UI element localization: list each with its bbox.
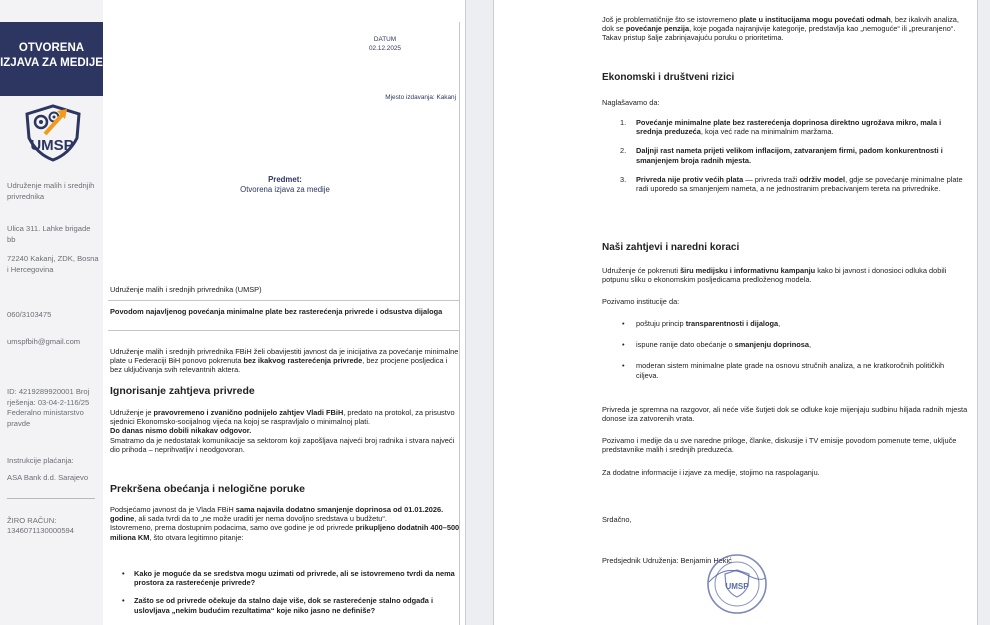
address-city: 72240 Kakanj, ZDK, Bosna i Hercegovina <box>7 254 99 274</box>
subject-label: Predmet: <box>268 175 302 184</box>
official-stamp <box>705 552 769 616</box>
intro-text-end: , bez procjene posljedica i bez uključivanja svih relevantnih aktera. <box>110 356 448 375</box>
sender: Udruženje malih i srednjih privrednika (UMSP) <box>110 285 262 294</box>
divider <box>108 300 460 301</box>
priorities-note: Takav pristup šalje zabrinjavajuću poruku o prioritetima. <box>602 33 784 43</box>
subject-block <box>110 175 460 195</box>
account-label: ŽIRO RAČUN: <box>7 516 57 525</box>
risk-item <box>602 146 968 164</box>
risk-list <box>602 118 968 203</box>
emphasis-lead: Naglašavamo da: <box>602 98 660 107</box>
date-block <box>325 35 445 53</box>
p2-text: , bez ikakvih analiza, dok se <box>602 15 959 34</box>
promises-text-end: , ali sada tvrdi da to „ne može uraditi jer nema dovoljno sredstava u budžetu“. <box>134 514 387 524</box>
intro-bold: bez ikakvog rasterećenja privrede <box>243 356 363 366</box>
demand-text: , <box>808 340 812 350</box>
risk-number: 1. <box>620 118 627 127</box>
ignoring-bold: pravovremeno i zvanično podnijelo zahtjev Vladi FBiH <box>153 408 344 417</box>
risk-bold: Privreda nije protiv većih plata <box>636 174 744 184</box>
demand-text: ispune ranije dato obećanje o <box>636 340 735 350</box>
demand-bold: smanjenju doprinosa <box>734 340 809 350</box>
intro-paragraph <box>110 347 460 375</box>
demand-item: • moderan sistem minimalne plate grade na osnovu stručnih analiza, a ne kratkoročnih političkih ciljeva. <box>602 361 968 379</box>
closing-paragraph-3: Za dodatne informacije i izjave za medije, stojimo na raspolaganju. <box>602 468 820 477</box>
institutions-paragraph <box>602 15 968 43</box>
heading-economic-risks: Ekonomski i društveni rizici <box>602 72 735 83</box>
campaign-paragraph <box>602 266 968 284</box>
risk-text: , koja već rade na minimalnim maržama. <box>700 127 834 137</box>
campaign-text-end: kako bi javnost i donosioci odluka dobili potpunu sliku o ekonomskim posljedicama predloženog modela. <box>602 266 947 285</box>
p2-text: , koje pogađa najranjivije kategorije, predstavlja kao „nemoguće“ ili „preuranjeno“. <box>689 24 956 34</box>
closing-paragraph-1: Privreda je spremna na razgovor, ali neće više šutjeti dok se odluke koje mijenjaju sudbinu hiljada radnih mjesta donose iza zatvorenih vrata. <box>602 405 968 424</box>
question-item: • Kako je moguće da se sredstva mogu uzimati od privrede, ali se istovremeno tvrdi da nema prostora za rasterećenje privrede? <box>110 569 460 587</box>
promises-text: Podsjećamo javnost da je Vlada FBiH <box>110 505 236 514</box>
collected-text-end: , što otvara legitimno pitanje: <box>149 532 244 542</box>
p2-bold: povećanje penzija <box>625 24 690 34</box>
demand-item <box>602 319 968 328</box>
p2-bold: plate u institucijama mogu povećati odmah <box>739 15 891 24</box>
promises-paragraph <box>110 505 460 542</box>
demand-text: poštuju princip <box>636 319 686 328</box>
signature-line: Predsjednik Udruženja: Benjamin Hekić <box>602 556 732 565</box>
question-list <box>110 569 460 624</box>
registration-ids: ID: 4219289920001 Broj rješenja: 03-04-2-116/25 Federalno ministarstvo pravde <box>7 387 90 428</box>
intro-text: Udruženje malih i srednjih privrednika FBiH želi obavijestiti javnost da je inicijativa za povećanje minimalne plate u Federaciji BiH ponovo pokrenuta <box>110 347 459 366</box>
collected-bold: prikupljeno dodatnih 400–500 miliona KM <box>110 523 460 542</box>
document-page-2 <box>493 0 978 625</box>
p2-text: Još je problematičnije što se istovremeno <box>602 15 740 24</box>
no-answer: Do danas nismo dobili nikakav odgovor. <box>110 426 252 436</box>
risk-item <box>602 175 968 193</box>
campaign-bold: širu medijsku i informativnu kampanju <box>680 266 816 275</box>
phone: 060/3103475 <box>7 310 52 319</box>
sidebar-divider <box>7 498 95 499</box>
umsp-logo <box>17 100 89 162</box>
demand-bold: transparentnosti i dijaloga <box>685 319 779 328</box>
statement-title: Povodom najavljenog povećanja minimalne plate bez rasterećenja privrede i odsustva dijaloga <box>110 307 443 316</box>
heading-broken-promises: Prekršena obećanja i nelogične poruke <box>110 483 305 495</box>
ignoring-text-end: , predato na protokol, za prisustvo sjednici Ekonomsko-socijalnog vijeća na kojoj se raspravljalo o minimalnoj plati. <box>110 408 455 427</box>
risk-bold: Povećanje minimalne plate bez rasterećenja doprinosa direktno ugrožava mikro, mala i srednja preduzeća <box>636 118 942 137</box>
risk-text: , gdje se povećanje minimalne plate radi uporedo sa smanjenjem nameta, a ne jednostranim prebacivanjem tereta na privrednike. <box>636 174 963 194</box>
promises-bold: sama najavila dodatno smanjenje doprinosa od 01.01.2026. godine <box>110 505 444 524</box>
document-page-1 <box>0 0 466 625</box>
org-name: Udruženje malih i srednjih privrednika <box>7 181 95 201</box>
sidebar-header: OTVORENA IZJAVA ZA MEDIJE <box>0 22 103 96</box>
logo-text: UMSP <box>30 137 74 154</box>
invite-lead: Pozivamo institucije da: <box>602 297 680 306</box>
risk-item <box>602 118 968 136</box>
address-street: Ulica 311. Lahke brigade bb <box>7 224 91 244</box>
closing-paragraph-2: Pozivamo i medije da u sve naredne priloge, članke, diskusije i TV emisije povodom pomenute teme, uključe predstavnike malih i srednjih preduzeća. <box>602 436 957 455</box>
risk-bold: Daljnji rast nameta prijeti velikom inflacijom, zatvaranjem firmi, padom konkurentnosti i smanjenjem broja radnih mjesta. <box>636 146 943 165</box>
bank-name: ASA Bank d.d. Sarajevo <box>7 473 89 482</box>
account-number: 1346071130000594 <box>7 526 75 535</box>
communication-note: Smatramo da je nedostatak komunikacije sa sektorom koji zapošljava najveći broj radnika i stvara najveći dio prihoda – neprihvatljiv i neodgovoran. <box>110 435 455 454</box>
heading-demands: Naši zahtjevi i naredni koraci <box>602 242 740 253</box>
campaign-text: Udruženje će pokrenuti <box>602 266 681 275</box>
risk-number: 3. <box>620 174 627 184</box>
sidebar <box>0 0 103 625</box>
divider <box>108 330 460 331</box>
date-value: 02.12.2025 <box>369 45 401 53</box>
heading-ignoring: Ignorisanje zahtjeva privrede <box>110 385 255 397</box>
demand-list <box>602 319 968 392</box>
collected-text: Istovremeno, prema dostupnim podacima, samo ove godine je od privrede <box>110 523 356 533</box>
demand-text: , <box>778 319 781 328</box>
risk-bold: održiv model <box>799 174 846 184</box>
question-item: • Zašto se od privrede očekuje da stalno daje više, dok se rasterećenje stalno odgađa i uslovljava „nekim budućim rezultatima“ koje niko jasno ne definiše? <box>110 596 460 614</box>
ignoring-text: Udruženje je <box>110 408 154 417</box>
stamp-text: UMSP <box>725 582 749 591</box>
subject-text: Otvorena izjava za medije <box>240 185 330 194</box>
payment-label: Instrukcije plaćanja: <box>7 456 74 465</box>
date-label: DATUM <box>373 36 397 43</box>
ignoring-paragraph <box>110 408 460 454</box>
closing-salutation: Srdačno, <box>602 515 632 524</box>
risk-number: 2. <box>620 146 627 156</box>
risk-text: — privreda traži <box>743 174 800 184</box>
place-of-issue: Mjesto izdavanja: Kakanj <box>385 94 456 101</box>
email: umspfbih@gmail.com <box>7 337 81 346</box>
demand-item <box>602 340 968 349</box>
